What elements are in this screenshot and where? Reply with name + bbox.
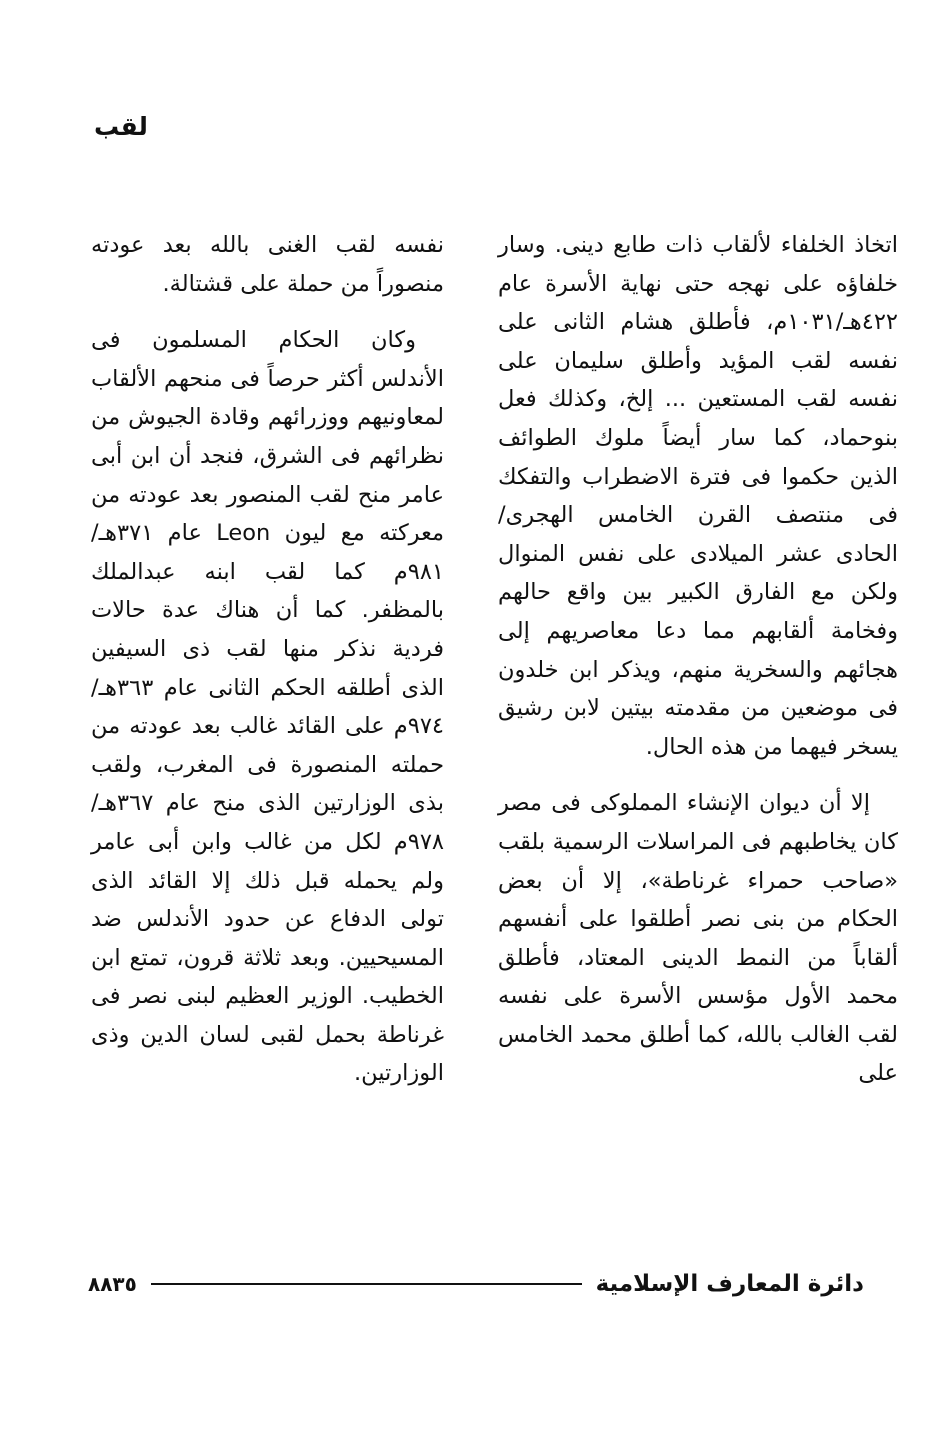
footer-divider <box>151 1283 582 1285</box>
page-number: ٨٨٣٥ <box>88 1272 137 1296</box>
paragraph: نفسه لقب الغنى بالله بعد عودته منصوراً من حملة على قشتالة. <box>91 232 444 297</box>
left-text-column <box>91 226 444 1111</box>
paragraph: إلا أن ديوان الإنشاء المملوكى فى مصر كان يخاطبهم فى المراسلات الرسمية بلقب «صاحب حمراء غرناطة»، إلا أن بعض الحكام من بنى نصر أطلقوا على أنفسهم ألقاباً من النمط الدينى المعتاد، فأطلق محمد الأول مؤسس الأسرة على نفسه لقب الغالب بالله، كما أطلق محمد الخامس على <box>498 790 898 1087</box>
paragraph: اتخاذ الخلفاء لألقاب ذات طابع دينى. وسار خلفاؤه على نهجه حتى نهاية الأسرة عام ٤٢٢هـ/١٠٣١م، فأطلق هشام الثانى على نفسه لقب المؤيد وأطلق سليمان على نفسه لقب المستعين ... إلخ، وكذلك فعل بنوحماد، كما سار أيضاً ملوك الطوائف الذين حكموا فى فترة الاضطراب والتفكك فى منتصف القرن الخامس الهجرى/ الحادى عشر الميلادى على نفس المنوال ولكن مع الفارق الكبير بين واقع حالهم وفخامة ألقابهم مما دعا معاصريهم إلى هجائهم والسخرية منهم، ويذكر ابن خلدون فى موضعين من مقدمته بيتين لابن رشيق يسخر فيهما من هذه الحال. <box>498 232 898 760</box>
publication-title: دائرة المعارف الإسلامية <box>595 1271 864 1297</box>
page-footer <box>88 1264 864 1304</box>
paragraph: وكان الحكام المسلمون فى الأندلس أكثر حرصاً فى منحهم الألقاب لمعاونيهم ووزرائهم وقادة الجيوش من نظرائهم فى الشرق، فنجد أن ابن أبى عامر منح لقب المنصور بعد عودته من معركته مع ليون Leon عام ٣٧١هـ/٩٨١م كما لقب ابنه عبدالملك بالمظفر. كما أن هناك عدة حالات فردية نذكر منها لقب ذى السيفين الذى أطلقه الحكم الثانى عام ٣٦٣هـ/ ٩٧٤م على القائد غالب بعد عودته من حملته المنصورة فى المغرب، ولقب بذى الوزارتين الذى منح عام ٣٦٧هـ/ ٩٧٨م لكل من غالب وابن أبى عامر ولم يحمله قبل ذلك إلا القائد الذى تولى الدفاع عن حدود الأندلس ضد المسيحيين. وبعد ثلاثة قرون، تمتع ابن الخطيب. الوزير العظيم لبنى نصر فى غرناطة بحمل لقبى لسان الدين وذى الوزارتين. <box>91 327 445 1087</box>
running-header: لقب <box>94 112 148 141</box>
right-text-column <box>498 226 898 1111</box>
